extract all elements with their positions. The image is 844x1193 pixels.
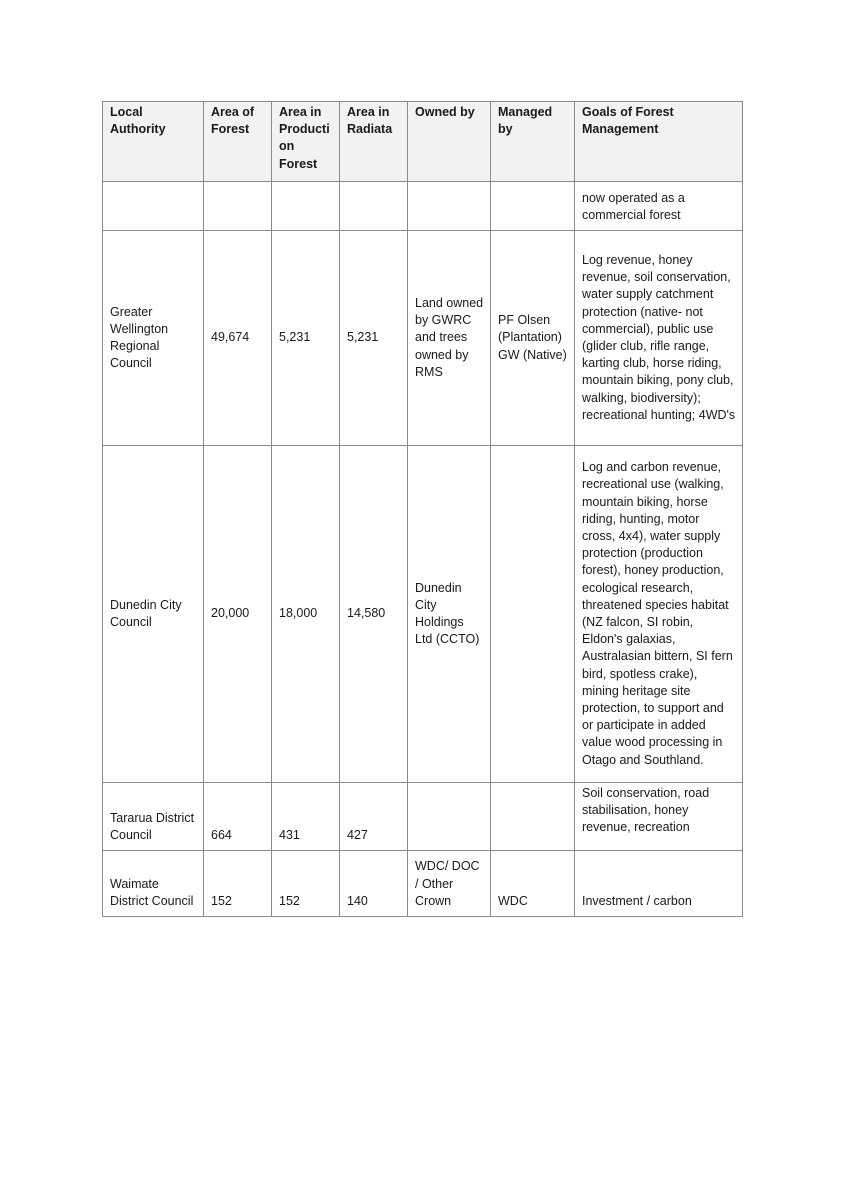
cell-owned: Land owned by GWRC and trees owned by RMS [408,231,491,446]
cell-area [204,182,272,231]
cell-area: 20,000 [204,446,272,783]
header-area-in-production: Area in Producti on Forest [272,102,340,182]
cell-radiata: 14,580 [340,446,408,783]
cell-authority: Dunedin City Council [103,446,204,783]
cell-goals: Investment / carbon [575,851,743,917]
cell-area: 664 [204,783,272,851]
cell-area: 152 [204,851,272,917]
cell-owned: WDC/ DOC / Other Crown [408,851,491,917]
forest-management-table [102,101,743,917]
table-row [103,446,743,783]
cell-owned [408,783,491,851]
table-row [103,851,743,917]
cell-goals: Log and carbon revenue, recreational use (walking, mountain biking, horse riding, hunting, motor cross, 4x4), water supply protection (production forest), honey production, ecological research, threatened species habitat (NZ falcon, SI robin, Eldon's galaxias, Australasian bittern, SI fern bird, spotless crake), mining heritage site protection, to support and or participate in added value wood processing in Otago and Southland. [575,446,743,783]
header-owned-by: Owned by [408,102,491,182]
cell-radiata: 5,231 [340,231,408,446]
table-row [103,783,743,851]
cell-goals: Log revenue, honey revenue, soil conservation, water supply catchment protection (native- not commercial), public use (glider club, rifle range, karting club, horse riding, mountain biking, pony club, walking, biodiversity); recreational hunting; 4WD's [575,231,743,446]
cell-area: 49,674 [204,231,272,446]
cell-radiata [340,182,408,231]
cell-production: 152 [272,851,340,917]
cell-owned: Dunedin City Holdings Ltd (CCTO) [408,446,491,783]
cell-production: 18,000 [272,446,340,783]
cell-authority: Greater Wellington Regional Council [103,231,204,446]
header-area-of-forest: Area of Forest [204,102,272,182]
cell-production: 5,231 [272,231,340,446]
table-header-row [103,102,743,182]
cell-managed [491,783,575,851]
cell-production: 431 [272,783,340,851]
header-local-authority: Local Authority [103,102,204,182]
cell-authority: Waimate District Council [103,851,204,917]
header-goals: Goals of Forest Management [575,102,743,182]
cell-radiata: 427 [340,783,408,851]
cell-radiata: 140 [340,851,408,917]
cell-goals: Soil conservation, road stabilisation, honey revenue, recreation [575,783,743,851]
cell-production [272,182,340,231]
cell-goals: now operated as a commercial forest [575,182,743,231]
cell-managed [491,182,575,231]
header-managed-by: Managed by [491,102,575,182]
cell-managed: PF Olsen (Plantation) GW (Native) [491,231,575,446]
cell-managed [491,446,575,783]
cell-authority [103,182,204,231]
table-row [103,231,743,446]
cell-owned [408,182,491,231]
header-area-in-radiata: Area in Radiata [340,102,408,182]
table-row-continuation [103,182,743,231]
cell-managed: WDC [491,851,575,917]
cell-authority: Tararua District Council [103,783,204,851]
